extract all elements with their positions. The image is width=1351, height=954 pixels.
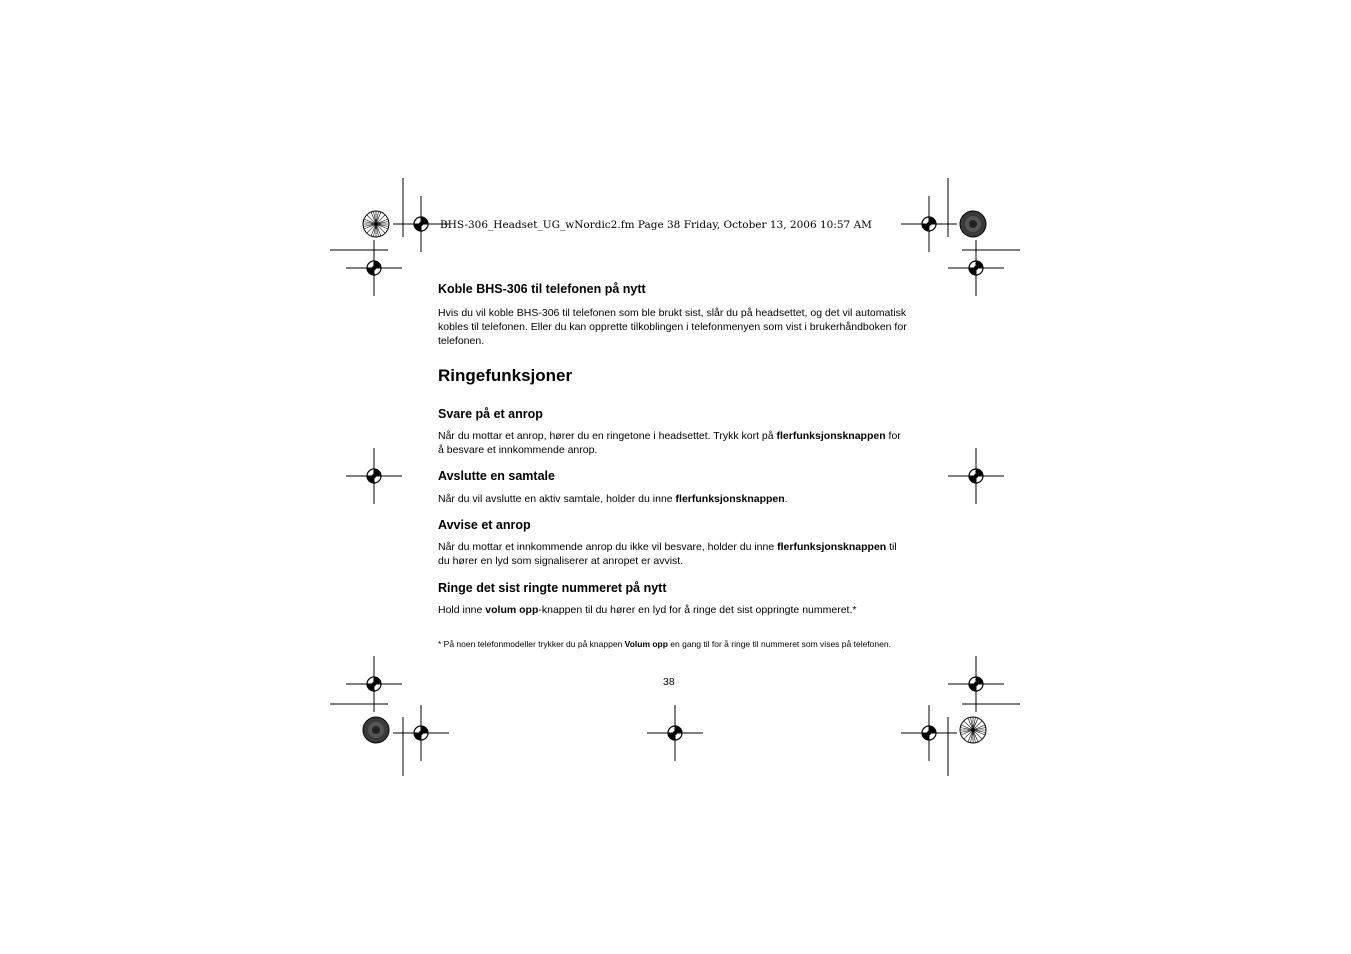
paragraph-reject-call: Når du mottar et innkommende anrop du ikke vil besvare, holder du inne flerfunksjonsknappen til du hører en lyd som signaliserer at anropet er avvist. xyxy=(438,541,897,567)
multifunction-button-term: flerfunksjonsknappen xyxy=(777,541,887,553)
paragraph-answer-call: Når du mottar et anrop, hører du en ringetone i headsettet. Trykk kort på flerfunksjonsknappen for å besvare et innkommende anrop. xyxy=(438,430,901,456)
color-bar-star-top-right xyxy=(960,211,986,237)
color-bar-star-bottom-right xyxy=(960,717,986,743)
registration-target-left-1 xyxy=(346,240,402,296)
page-number: 38 xyxy=(663,676,675,688)
file-info-header: BHS-306_Headset_UG_wNordic2.fm Page 38 Friday, October 13, 2006 10:57 AM xyxy=(440,219,872,231)
color-bar-star-top-left xyxy=(363,211,389,237)
heading-reconnect: Koble BHS-306 til telefonen på nytt xyxy=(438,282,646,296)
paragraph-end-call: Når du vil avslutte en aktiv samtale, holder du inne flerfunksjonsknappen. xyxy=(438,493,788,505)
registration-target-bottom-2 xyxy=(647,705,703,761)
registration-target-left-2 xyxy=(346,448,402,504)
volume-up-term: Volum opp xyxy=(624,639,668,649)
registration-target-right-2 xyxy=(948,448,1004,504)
color-bar-star-bottom-left xyxy=(363,717,389,743)
heading-answer-call: Svare på et anrop xyxy=(438,407,543,421)
registration-target-bottom-3 xyxy=(901,705,957,761)
registration-target-right-1 xyxy=(948,240,1004,296)
footnote: * På noen telefonmodeller trykker du på knappen Volum opp en gang til for å ringe til nummeret som vises på telefonen. xyxy=(438,639,891,649)
heading-reject-call: Avvise et anrop xyxy=(438,518,531,532)
paragraph-reconnect: Hvis du vil koble BHS-306 til telefonen som ble brukt sist, slår du på headsettet, og det vil automatisk kobles til telefonen. Eller du kan opprette tilkoblingen i telefonmenyen som vist i brukerhåndboken for telefonen. xyxy=(438,307,907,347)
heading-end-call: Avslutte en samtale xyxy=(438,469,555,483)
section-title-call-functions: Ringefunksjoner xyxy=(438,366,573,385)
paragraph-redial: Hold inne volum opp-knappen til du hører en lyd for å ringe det sist oppringte nummeret.* xyxy=(438,604,857,616)
multifunction-button-term: flerfunksjonsknappen xyxy=(776,430,886,442)
registration-target-top-2 xyxy=(901,196,957,252)
volume-up-term: volum opp xyxy=(485,604,539,616)
heading-redial: Ringe det sist ringte nummeret på nytt xyxy=(438,581,667,595)
multifunction-button-term: flerfunksjonsknappen xyxy=(675,493,785,505)
registration-target-bottom-1 xyxy=(393,705,449,761)
crop-lines xyxy=(330,178,1020,776)
